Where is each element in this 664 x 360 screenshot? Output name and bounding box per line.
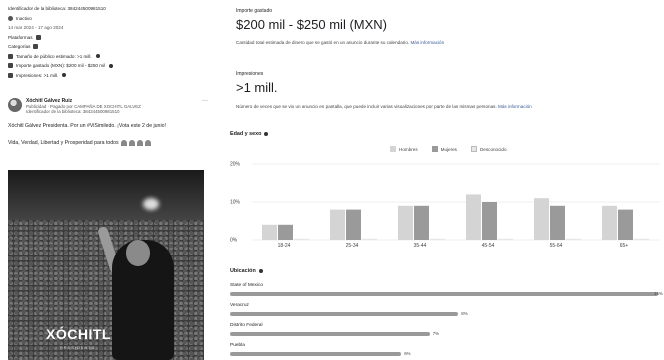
bar-desconocido-18-24[interactable] (294, 239, 309, 240)
impressions-more-info-link[interactable]: Más información (498, 104, 532, 109)
avatar[interactable] (8, 98, 22, 112)
bar-desconocido-65+[interactable] (634, 239, 649, 240)
legend-women[interactable] (432, 146, 457, 152)
info-icon[interactable] (62, 73, 66, 77)
age-gender-chart (230, 158, 664, 254)
legend-swatch-men (390, 146, 396, 152)
info-icon[interactable] (96, 54, 100, 58)
bar-hombres-25-34[interactable] (330, 210, 345, 240)
location-name: Distrito Federal (230, 323, 263, 328)
impressions-description (236, 104, 532, 109)
eye-icon (8, 73, 13, 78)
location-title (230, 268, 263, 274)
ad-preview (8, 98, 208, 146)
bar-desconocido-35-44[interactable] (430, 239, 445, 240)
location-bar[interactable] (230, 332, 430, 336)
ad-insights-panel (230, 0, 664, 360)
brand-logo-text: XÓCHITL (46, 326, 111, 342)
y-tick-label: 10% (230, 199, 241, 206)
location-bar[interactable] (230, 312, 458, 316)
bar-mujeres-18-24[interactable] (278, 225, 293, 240)
location-name: State of Mexico (230, 283, 264, 288)
money-icon (8, 63, 13, 68)
y-tick-label: 20% (230, 161, 241, 168)
status-row (8, 14, 206, 24)
bar-hombres-65+[interactable] (602, 206, 617, 240)
spotlight (143, 198, 159, 210)
y-tick-label: 0% (230, 237, 238, 244)
legend-unknown-label: Desconocido (479, 147, 507, 152)
impressions-label: Impresiones (236, 71, 264, 77)
chart-legend (390, 146, 507, 152)
library-id: Identificador de la biblioteca: 384244500981510 (8, 6, 106, 12)
spend-value: $200 mil - $250 mil (MXN) (236, 17, 387, 32)
bar-hombres-35-44[interactable] (398, 206, 413, 240)
spend-label: Importe gastado (236, 8, 273, 14)
legend-unknown[interactable] (471, 146, 507, 152)
location-bar[interactable] (230, 352, 401, 356)
bar-mujeres-25-34[interactable] (346, 210, 361, 240)
x-tick-label: 18-24 (277, 243, 291, 249)
info-icon[interactable] (109, 64, 113, 68)
x-tick-label: 65+ (619, 243, 629, 249)
legend-women-label: Mujeres (440, 147, 457, 152)
spend-desc-text: Cantidad total estimada de dinero que se gastó en un anuncio durante su calendario. (236, 40, 410, 45)
heart-icon (121, 140, 127, 146)
bar-desconocido-55-64[interactable] (566, 239, 581, 240)
audience-row (8, 52, 206, 62)
x-tick-label: 55-64 (549, 243, 563, 249)
bar-desconocido-25-34[interactable] (362, 239, 377, 240)
x-tick-label: 35-44 (413, 243, 427, 249)
bar-hombres-45-54[interactable] (466, 194, 481, 240)
ad-slogan: Vida, Verdad, Libertad y Prosperidad para todos (8, 140, 119, 146)
heart-icon (145, 140, 151, 146)
info-icon[interactable] (264, 132, 268, 136)
legend-swatch-women (432, 146, 438, 152)
x-tick-label: 25-34 (345, 243, 359, 249)
ad-body-text: Xóchitl Gálvez Presidenta. Por un #ViSimiledo. ¡Vota este 2 de junio! (8, 123, 166, 129)
spend-more-info-link[interactable]: Más información (410, 40, 445, 45)
impressions-summary: Impresiones: >1 mill. (16, 72, 59, 78)
x-tick-label: 45-54 (481, 243, 495, 249)
people-icon (8, 54, 13, 59)
impressions-row (8, 71, 206, 81)
categories-row (8, 42, 206, 52)
run-dates: 14 mar 2024 - 17 ago 2024 (8, 25, 64, 31)
location-percent: 8% (461, 310, 468, 316)
location-title-text: Ubicación (230, 268, 256, 274)
page-name[interactable]: Xóchitl Gálvez Ruiz (26, 98, 73, 104)
location-bar[interactable] (230, 292, 658, 296)
bar-desconocido-45-54[interactable] (498, 239, 513, 240)
more-options-icon[interactable]: ··· (202, 98, 208, 104)
legend-men-label: Hombres (399, 147, 418, 152)
location-percent: 6% (404, 350, 411, 356)
ad-image[interactable] (8, 170, 204, 360)
age-gender-title-text: Edad y sexo (230, 131, 262, 137)
heart-icon (137, 140, 143, 146)
categories-label: Categorías (8, 44, 31, 50)
impressions-desc-text: Número de veces que se vio un anuncio en pantalla, que puede incluir varias visualizaciones por parte de las mismas personas. (236, 104, 497, 109)
candidate-head (126, 240, 150, 266)
legend-men[interactable] (390, 146, 418, 152)
spend-description (236, 40, 444, 45)
bar-mujeres-35-44[interactable] (414, 206, 429, 240)
heart-icon (129, 140, 135, 146)
audience-size: Tamaño de público estimado: >1 mill. (16, 53, 92, 59)
amount-spent: Importe gastado (MXN): $200 mil - $250 mil (16, 63, 106, 69)
age-gender-title (230, 131, 268, 137)
spend-row (8, 61, 206, 71)
location-percent: 7% (432, 330, 440, 336)
brand-subtitle: PRESIDENTA (60, 345, 96, 350)
bar-mujeres-45-54[interactable] (482, 202, 497, 240)
bar-hombres-55-64[interactable] (534, 198, 549, 240)
platforms-label: Plataformas (8, 34, 33, 40)
bar-mujeres-65+[interactable] (618, 210, 633, 240)
sponsored-label: Publicidad · Pagado por CAMPAÑA DE XOCHITL GALVEZ (26, 104, 141, 109)
status-dot-icon (8, 16, 13, 21)
legend-swatch-unknown (471, 146, 477, 152)
location-name: Veracruz (230, 303, 249, 308)
location-percent: 15% (654, 290, 663, 296)
stage-lights (8, 170, 204, 220)
bar-hombres-18-24[interactable] (262, 225, 277, 240)
impressions-value: >1 mill. (236, 80, 278, 95)
facebook-icon (36, 35, 41, 40)
ad-header (8, 98, 208, 114)
location-name: Puebla (230, 343, 245, 348)
megaphone-icon (33, 44, 38, 49)
ad-body-text-2 (8, 140, 208, 146)
bar-mujeres-55-64[interactable] (550, 206, 565, 240)
status-label: Inactivo (16, 15, 32, 21)
platforms-row (8, 33, 206, 43)
info-icon[interactable] (259, 269, 263, 273)
ad-library-id: Identificador de la biblioteca: 384244500981510 (26, 109, 120, 114)
